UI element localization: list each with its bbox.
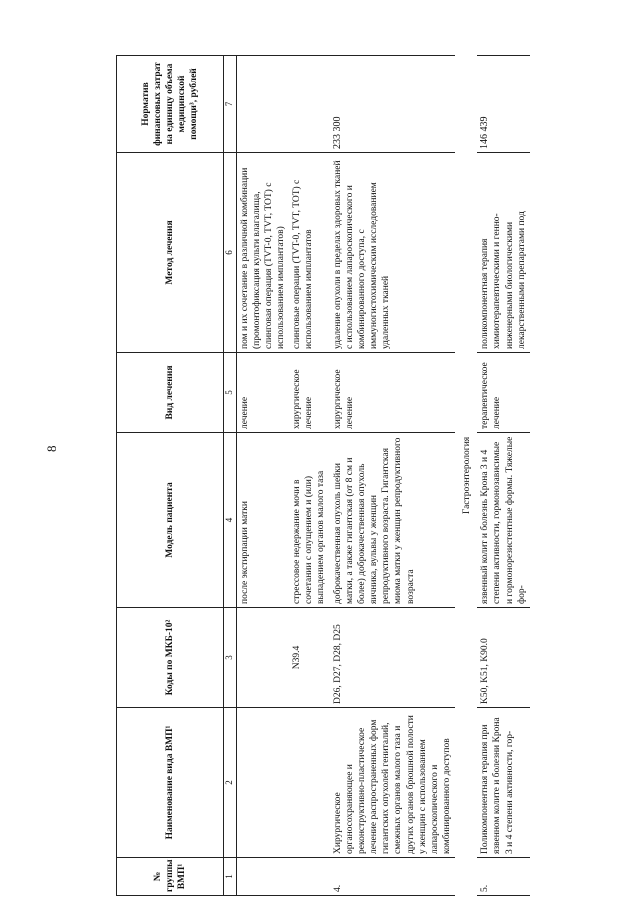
cell-codes: D26, D27, D28, D25	[330, 608, 456, 708]
cell-name: Поликомпонентная терапия при язвенном колите и болезни Крона 3 и 4 степени активности, гор-	[477, 708, 530, 858]
column-number: 4	[224, 433, 237, 608]
cell-group	[289, 858, 329, 896]
header-cost: Норматив финансовых затрат на единицу объема медицинской помощи³, рублей	[117, 56, 224, 153]
header-group: № группы ВМП¹	[117, 858, 224, 896]
cell-name: Хирургическое органосохраняющее и реконструктивно-пластическое лечение распространенных форм гигантских опухолей гениталий, смежных органов малого таза и других органов брюшной полости у женщин с использованием лапароскопического и комбинированного доступов	[330, 708, 456, 858]
cell-method: слинговые операции (TVT-0, TVT, TOT) с использованием имплантатов	[289, 153, 329, 353]
table-header-row	[117, 56, 224, 896]
cell-codes	[236, 608, 289, 708]
cell-group: 4.	[330, 858, 456, 896]
section-title: Гастроэнтерология	[462, 436, 473, 515]
column-number: 7	[224, 56, 237, 153]
table-row	[236, 56, 289, 896]
column-number: 3	[224, 608, 237, 708]
cell-treatment: хирургическое лечение	[330, 353, 456, 433]
header-codes: Коды по МКБ-10²	[117, 608, 224, 708]
cell-method: поликомпонентная терапия химиотерапевтическими и генно-инженерными биологическими лекарственными препаратами под	[477, 153, 530, 353]
table-row	[330, 56, 456, 896]
cell-model: стрессовое недержание мочи в сочетании с опущением и (или) выпадением органов малого таза	[289, 433, 329, 608]
cell-treatment: лечение	[236, 353, 289, 433]
vmp-table	[116, 55, 530, 896]
column-number-row	[224, 56, 237, 896]
header-model: Модель пациента	[117, 433, 224, 608]
header-method: Метод лечения	[117, 153, 224, 353]
cell-group	[236, 858, 289, 896]
column-number: 2	[224, 708, 237, 858]
column-number: 6	[224, 153, 237, 353]
table-row	[477, 56, 530, 896]
cell-name	[236, 708, 289, 858]
cell-name	[289, 708, 329, 858]
cell-method: пом и их сочетание в различной комбинации (промонтофиксация культи влагалища, слинговая операция (TVT-0, TVT, TOT) с использованием имплантатов)	[236, 153, 289, 353]
cell-cost: 146 439	[477, 56, 530, 153]
cell-model: язвенный колит и болезнь Крона 3 и 4 степени активности, гормонозависимые и гормонорезистентные формы. Тяжелые фор-	[477, 433, 530, 608]
cell-method: удаление опухоли в пределах здоровых тканей с использованием лапароскопического и комбинированного доступа, с иммуногистохимическим исследованием удаленных тканей	[330, 153, 456, 353]
table-row	[289, 56, 329, 896]
header-name: Наименование вида ВМП¹	[117, 708, 224, 858]
cell-cost	[236, 56, 289, 153]
column-number: 1	[224, 858, 237, 896]
cell-treatment: хирургическое лечение	[289, 353, 329, 433]
cell-cost: 233 300	[330, 56, 456, 153]
header-treatment: Вид лечения	[117, 353, 224, 433]
cell-cost	[289, 56, 329, 153]
page-number: 8	[44, 445, 59, 452]
cell-model: доброкачественная опухоль шейки матки, а также гигантская (от 8 см и более) доброкачественная опухоль яичника, вульвы у женщин репродуктивного возраста. Гигантская миома матки у женщин репродуктивного возраста	[330, 433, 456, 608]
rotated-page-content	[116, 56, 640, 896]
cell-codes: N39.4	[289, 608, 329, 708]
column-number: 5	[224, 353, 237, 433]
section-row	[455, 56, 477, 896]
cell-model: после экстирпации матки	[236, 433, 289, 608]
cell-treatment: терапевтическое лечение	[477, 353, 530, 433]
cell-codes: K50, K51, K90.0	[477, 608, 530, 708]
cell-group: 5.	[477, 858, 530, 896]
